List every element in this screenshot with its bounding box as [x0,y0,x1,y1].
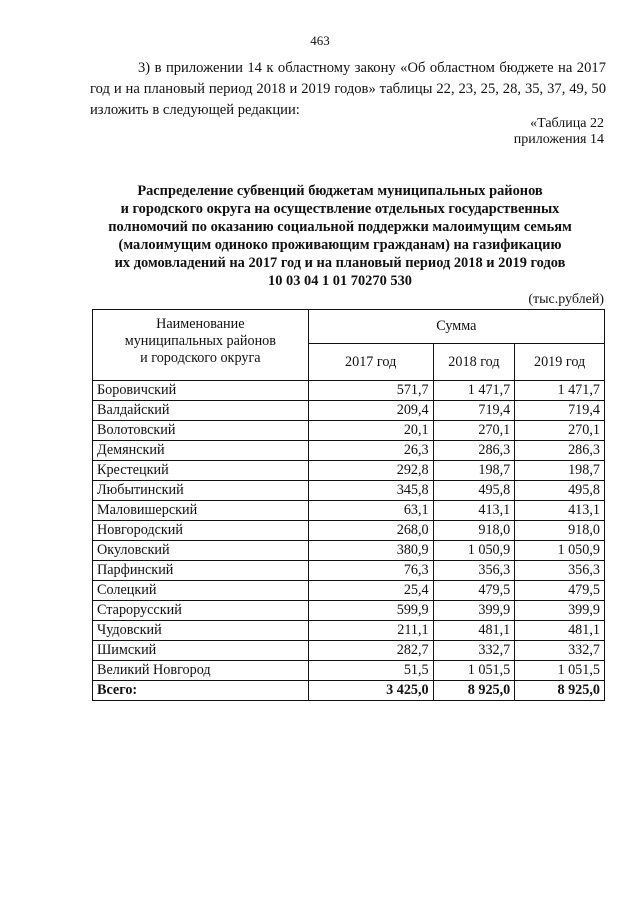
page-number: 463 [310,33,330,48]
amount-cell-2018: 413,1 [433,501,515,521]
amount-cell-2017: 282,7 [308,641,433,661]
header-name-line: и городского округа [140,350,261,366]
district-name-cell: Окуловский [93,541,309,561]
header-year-2018: 2018 год [433,344,515,381]
table-header-row [93,310,605,344]
amount-cell-2019: 332,7 [515,641,605,661]
amount-cell-2017: 76,3 [308,561,433,581]
amount-cell-2018: 198,7 [433,461,515,481]
table-row [93,441,605,461]
district-name-cell: Новгородский [93,521,309,541]
amount-cell-2019: 198,7 [515,461,605,481]
amount-cell-2019: 918,0 [515,521,605,541]
amount-cell-2018: 719,4 [433,401,515,421]
amount-cell-2019: 286,3 [515,441,605,461]
amount-cell-2017: 3 425,0 [308,681,433,701]
district-name-cell: Маловишерский [93,501,309,521]
district-name-cell: Любытинский [93,481,309,501]
amount-cell-2018: 1 050,9 [433,541,515,561]
amount-cell-2018: 481,1 [433,621,515,641]
header-year-2019: 2019 год [515,344,605,381]
header-name-line: Наименование [156,316,245,332]
title-line: полномочий по оказанию социальной поддержки малоимущим семьям [108,219,572,235]
amount-cell-2018: 270,1 [433,421,515,441]
table-row [93,421,605,441]
table-row [93,461,605,481]
table-row [93,661,605,681]
amount-cell-2018: 918,0 [433,521,515,541]
amount-cell-2017: 20,1 [308,421,433,441]
district-name-cell: Волотовский [93,421,309,441]
amount-cell-2019: 8 925,0 [515,681,605,701]
table-body [93,381,605,701]
amount-cell-2018: 286,3 [433,441,515,461]
units-label: (тыс.рублей) [528,292,604,307]
title-line: Распределение субвенций бюджетам муниципальных районов [137,183,543,199]
subsidy-table [92,309,605,701]
amount-cell-2019: 1 051,5 [515,661,605,681]
amount-cell-2017: 211,1 [308,621,433,641]
title-line: 10 03 04 1 01 70270 530 [268,273,412,289]
amount-cell-2017: 571,7 [308,381,433,401]
amount-cell-2018: 495,8 [433,481,515,501]
title-line: и городского округа на осуществление отдельных государственных [120,201,560,217]
amount-cell-2017: 25,4 [308,581,433,601]
title-line: (малоимущим одиноко проживающим гражданам) на газификацию [118,237,562,253]
amount-cell-2017: 345,8 [308,481,433,501]
amount-cell-2019: 1 050,9 [515,541,605,561]
amount-cell-2017: 63,1 [308,501,433,521]
table-row [93,381,605,401]
document-title [80,182,600,290]
district-name-cell: Великий Новгород [93,661,309,681]
amount-cell-2019: 413,1 [515,501,605,521]
header-name-line: муниципальных районов [124,333,276,349]
amount-cell-2017: 599,9 [308,601,433,621]
amount-cell-2017: 26,3 [308,441,433,461]
amount-cell-2018: 8 925,0 [433,681,515,701]
amount-cell-2017: 268,0 [308,521,433,541]
district-name-cell: Парфинский [93,561,309,581]
amount-cell-2018: 1 471,7 [433,381,515,401]
table-reference-line: приложения 14 [513,132,604,147]
amount-cell-2019: 479,5 [515,581,605,601]
header-year-2017: 2017 год [308,344,433,381]
amount-cell-2019: 270,1 [515,421,605,441]
district-name-cell: Демянский [93,441,309,461]
district-name-cell: Валдайский [93,401,309,421]
intro-paragraph: 3) в приложении 14 к областному закону «Об областном бюджете на 2017 год и на плановый период 2018 и 2019 годов» таблицы 22, 23, 25, 28, 35, 37, 49, 50 изложить в следующей редакции: [90,60,606,118]
table-row [93,541,605,561]
table-row [93,481,605,501]
table-row [93,501,605,521]
amount-cell-2017: 51,5 [308,661,433,681]
header-sum-cell: Сумма [308,310,604,344]
district-name-cell: Боровичский [93,381,309,401]
district-name-cell: Чудовский [93,621,309,641]
table-row [93,641,605,661]
amount-cell-2018: 1 051,5 [433,661,515,681]
table-row [93,621,605,641]
amount-cell-2019: 495,8 [515,481,605,501]
district-name-cell: Крестецкий [93,461,309,481]
amount-cell-2019: 481,1 [515,621,605,641]
district-name-cell: Всего: [93,681,309,701]
amount-cell-2018: 399,9 [433,601,515,621]
table-row [93,401,605,421]
title-line: их домовладений на 2017 год и на плановый период 2018 и 2019 годов [114,255,566,271]
district-name-cell: Солецкий [93,581,309,601]
table-row [93,561,605,581]
amount-cell-2018: 356,3 [433,561,515,581]
table-reference [514,116,604,148]
amount-cell-2018: 479,5 [433,581,515,601]
table-reference-line: «Таблица 22 [530,116,604,131]
table-row [93,581,605,601]
header-name-cell [93,310,309,381]
table-row [93,601,605,621]
amount-cell-2017: 380,9 [308,541,433,561]
district-name-cell: Старорусский [93,601,309,621]
table-total-row [93,681,605,701]
district-name-cell: Шимский [93,641,309,661]
amount-cell-2017: 209,4 [308,401,433,421]
amount-cell-2019: 399,9 [515,601,605,621]
amount-cell-2019: 356,3 [515,561,605,581]
amount-cell-2017: 292,8 [308,461,433,481]
amount-cell-2019: 1 471,7 [515,381,605,401]
amount-cell-2019: 719,4 [515,401,605,421]
amount-cell-2018: 332,7 [433,641,515,661]
table-row [93,521,605,541]
